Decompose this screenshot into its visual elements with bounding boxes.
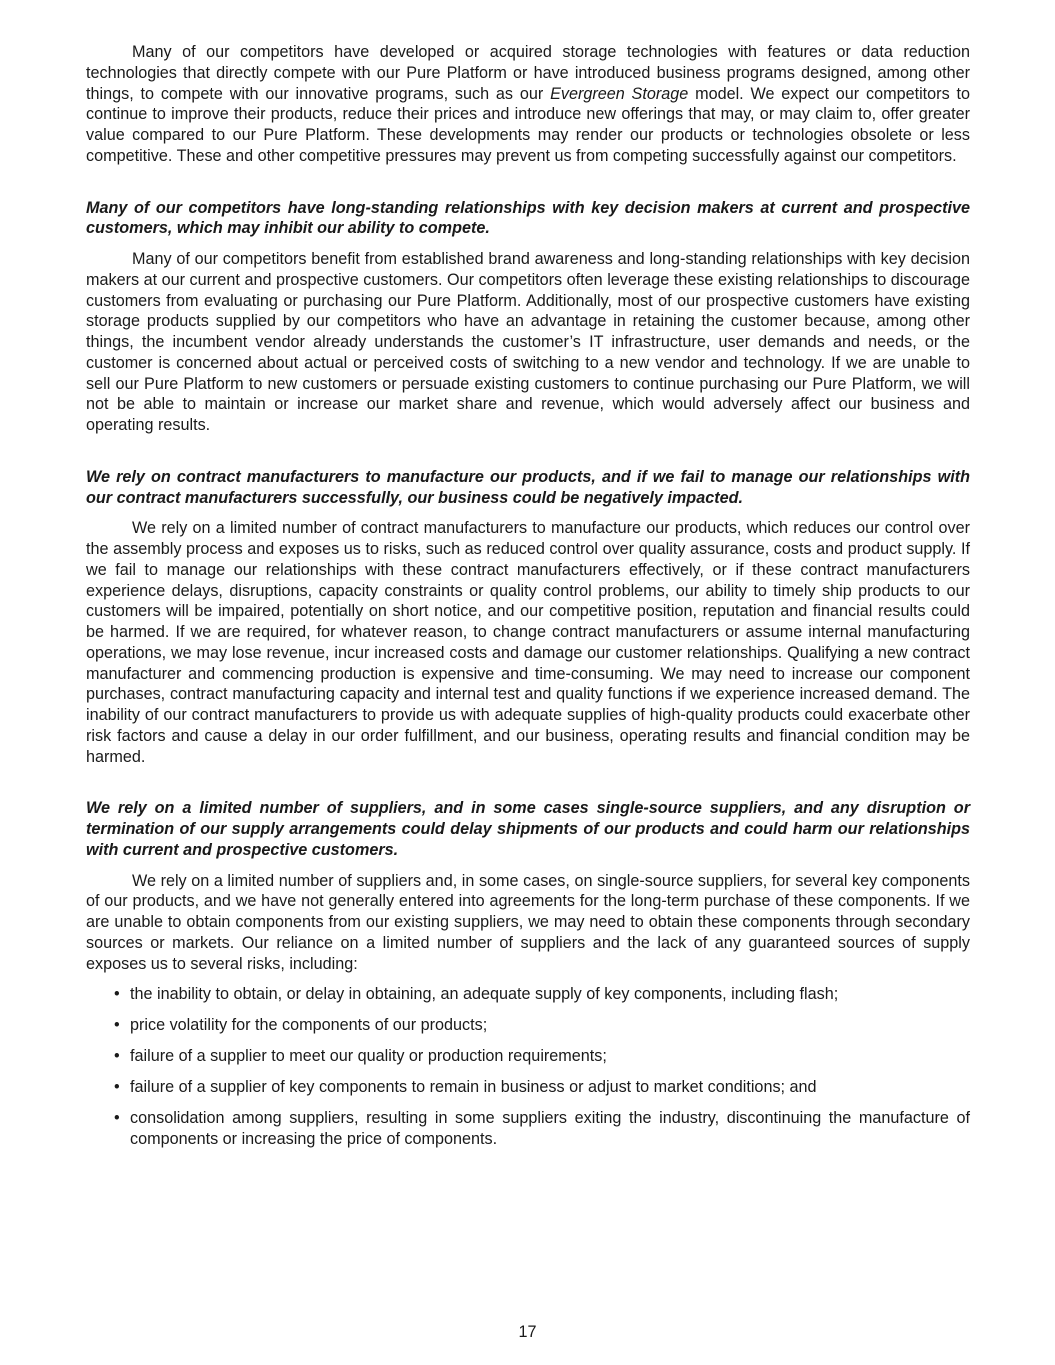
list-item-text: price volatility for the components of our products;: [130, 1016, 488, 1035]
list-item: [114, 1015, 970, 1036]
intro-paragraph: [86, 42, 970, 167]
list-item: [114, 984, 970, 1005]
section-body-contract-manufacturers: We rely on a limited number of contract manufacturers to manufacture our products, which reduces our control over the assembly process and exposes us to risks, such as reduced control over quality assurance, costs and product supply. If we fail to manage our relationships with these contract manufacturers effectively, or if these contract manufacturers experience delays, disruptions, capacity constraints or quality control problems, our ability to timely ship products to our customers will be impaired, potentially on short notice, and our competitive position, reputation and financial results could be harmed. If we are required, for whatever reason, to change contract manufacturers or assume internal manufacturing operations, we may lose revenue, incur increased costs and damage our customer relationships. Qualifying a new contract manufacturer and commencing production is expensive and time-consuming. We may need to increase our component purchases, contract manufacturing capacity and internal test and quality functions if we experience increased demand. The inability of our contract manufacturers to provide us with adequate supplies of high-quality products could exacerbate other risk factors and cause a delay in our order fulfillment, and our business, operating results and financial condition may be harmed.: [86, 519, 970, 766]
bullet-icon: •: [114, 1047, 120, 1066]
list-item-text: consolidation among suppliers, resulting in some suppliers exiting the industry, discontinuing the manufacture of components or increasing the price of components.: [130, 1109, 970, 1149]
section-heading-contract-manufacturers: We rely on contract manufacturers to manufacture our products, and if we fail to manage our relationships with our contract manufacturers successfully, our business could be negatively impacted.: [86, 467, 970, 507]
list-item-text: the inability to obtain, or delay in obtaining, an adequate supply of key components, including flash;: [130, 985, 839, 1004]
bullet-icon: •: [114, 985, 120, 1004]
section-heading-competitor-relationships: Many of our competitors have long-standing relationships with key decision makers at current and prospective customers, which may inhibit our ability to compete.: [86, 198, 970, 238]
intro-text-before: Many of our competitors have developed or acquired storage technologies with features or data reduction technologies that directly compete with our Pure Platform or have introduced business programs designed, among other things, to compete with our innovative programs, such as our: [86, 43, 970, 103]
supplier-risks-list: [86, 984, 970, 1150]
list-item: [114, 1046, 970, 1067]
bullet-icon: •: [114, 1078, 120, 1097]
section-body-competitor-relationships: Many of our competitors benefit from established brand awareness and long-standing relationships with key decision makers at our current and prospective customers. Our competitors often leverage these existing relationships to discourage customers from evaluating or purchasing our Pure Platform. Additionally, most of our prospective customers have existing storage products supplied by our competitors who have an advantage in retaining the customer because, among other things, the incumbent vendor already understands the customer’s IT infrastructure, user demands and needs, or the customer is concerned about actual or perceived costs of switching to a new vendor and technology. If we are unable to sell our Pure Platform to new customers or persuade existing customers to continue purchasing our Pure Platform, we will not be able to maintain or increase our market share and revenue, which would adversely affect our business and operating results.: [86, 250, 970, 434]
list-item: [114, 1108, 970, 1150]
page-number: 17: [518, 1323, 537, 1341]
document-page: [86, 42, 970, 1160]
bullet-icon: •: [114, 1109, 120, 1128]
evergreen-storage-term: Evergreen Storage: [550, 84, 689, 103]
list-item: [114, 1077, 970, 1098]
list-item-text: failure of a supplier to meet our quality or production requirements;: [130, 1047, 607, 1066]
section-body-suppliers: We rely on a limited number of suppliers and, in some cases, on single-source suppliers, for several key components of our products, and we have not generally entered into agreements for the long-term purchase of these components. If we are unable to obtain components from our existing suppliers, we may need to obtain these components through secondary sources or markets. Our reliance on a limited number of suppliers and the lack of any guaranteed sources of supply exposes us to several risks, including:: [86, 871, 970, 973]
list-item-text: failure of a supplier of key components to remain in business or adjust to market conditions; and: [130, 1078, 817, 1097]
bullet-icon: •: [114, 1016, 120, 1035]
intro-text-after: model. We expect our competitors to continue to improve their products, reduce their prices and introduce new offerings that may, or may claim to, offer greater value compared to our Pure Platform. These developments may render our products or technologies obsolete or less competitive. These and other competitive pressures may prevent us from competing successfully against our competitors.: [86, 84, 970, 165]
section-heading-suppliers: We rely on a limited number of suppliers, and in some cases single-source suppliers, and any disruption or termination of our supply arrangements could delay shipments of our products and could harm our relationships with current and prospective customers.: [86, 799, 970, 859]
